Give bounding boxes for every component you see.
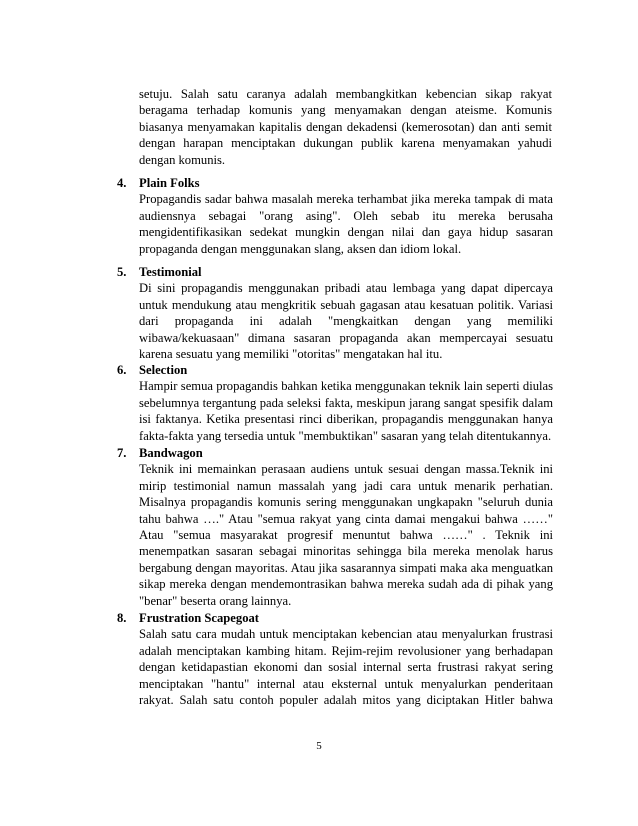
intro-line: beragama terhadap komunis yang menyamakan dengan ateisme. Komunis (139, 103, 552, 118)
section-line: wibawa/kekuasaan" dimana sasaran propaganda akan mempercayai sesuatu (139, 330, 553, 345)
section-number: 6. (117, 363, 127, 377)
section-number: 4. (117, 176, 127, 190)
section-line: menempatkan sasaran sebagai minoritas sehingga bila mereka menolak harus (139, 544, 553, 559)
section-line: sebelumnya tergantung pada seleksi fakta, meskipun jarang sangat spesifik dalam (139, 395, 553, 410)
intro-line: dengan komunis. (139, 152, 226, 167)
section-line: mirip testimonial namun massalah yang jadi cara untuk menarik perhatian. (139, 478, 553, 493)
section-line: tahu bahwa …." Atau "semua rakyat yang cinta damai mengakui bahwa ……" (139, 511, 553, 526)
section-line: rakyat. Salah satu contoh populer adalah mitos yang diciptakan Hitler bahwa (139, 692, 553, 707)
section-line: Salah satu cara mudah untuk menciptakan kebencian atau menyalurkan frustrasi (139, 627, 553, 642)
section-line: Teknik ini memainkan perasaan audiens untuk sesuai dengan massa.Teknik ini (139, 462, 553, 477)
section-title: Testimonial (139, 265, 202, 279)
section-line: audiensnya sebagai "orang asing". Oleh sebab itu mereka berusaha (139, 208, 553, 223)
section-line: menciptakan "hantu" internal atau eksternal untuk menyalurkan penderitaan (139, 676, 553, 691)
section-line: Hampir semua propagandis bahkan ketika menggunakan teknik lain seperti diulas (139, 379, 553, 394)
section-line: bergabung dengan mayoritas. Atau jika sasarannya simpati maka aka menguatkan (139, 560, 553, 575)
intro-line: setuju. Salah satu caranya adalah membangkitkan kebencian sikap rakyat (139, 87, 552, 101)
section-number: 7. (117, 446, 127, 460)
section-number: 8. (117, 611, 127, 625)
section-number: 5. (117, 265, 127, 279)
section-line: "benar" beserta orang lainnya. (139, 593, 292, 608)
page-number: 5 (316, 740, 322, 752)
section-line: dengan ketidapastian ekonomi dan sosial internal serta frustrasi rakyat sering (139, 660, 553, 675)
section-title: Frustration Scapegoat (139, 611, 259, 625)
section-line: Di sini propagandis menggunakan pribadi atau lembaga yang dapat dipercaya (139, 281, 553, 296)
intro-line: biasanya menyamakan kapitalis dengan dekadensi (kemerosotan) dan anti semit (139, 119, 552, 134)
section-line: dari propaganda ini adalah "mengkaitkan dengan yang memiliki (139, 314, 553, 329)
section-line: sikap mereka dengan mendemontrasikan bahwa mereka sudah ada di pihak yang (139, 577, 553, 592)
section-line: adalah menciptakan kambing hitam. Rejim-rejim revolusioner yang berhadapan (139, 643, 553, 658)
section-line: isi faktanya. Ketika presentasi rinci diberikan, propagandis menggunakan hanya (139, 412, 553, 427)
intro-line: dengan harapan menciptakan dukungan publik karena menyamakan yahudi (139, 136, 552, 151)
section-line: Atau "semua masyarakat progresif menuntut bahwa ……" . Teknik ini (139, 527, 553, 542)
section-line: fakta-fakta yang tersedia untuk "membuktikan" sasaran yang telah ditentukannya. (139, 428, 552, 443)
section-line: Misalnya propagandis komunis sering menggunakan ungkapakn "seluruh dunia (139, 495, 553, 510)
section-line: karena sesuatu yang memiliki "otoritas" mengatakan hal itu. (139, 346, 443, 361)
section-line: mengidentifikasikan sedekat mungkin dengan nilai dan gaya hidup sasaran (139, 225, 553, 240)
section-line: propaganda dengan menggunakan slang, aksen dan idiom lokal. (139, 241, 462, 256)
section-title: Bandwagon (139, 446, 203, 460)
section-line: untuk mendukung atau mengkritik sebuah gagasan atau kesatuan politik. Variasi (139, 297, 553, 312)
section-title: Selection (139, 363, 188, 377)
intro-paragraph (139, 86, 552, 168)
section-line: Propagandis sadar bahwa masalah mereka terhambat jika mereka tampak di mata (139, 192, 553, 207)
section-title: Plain Folks (139, 176, 200, 190)
